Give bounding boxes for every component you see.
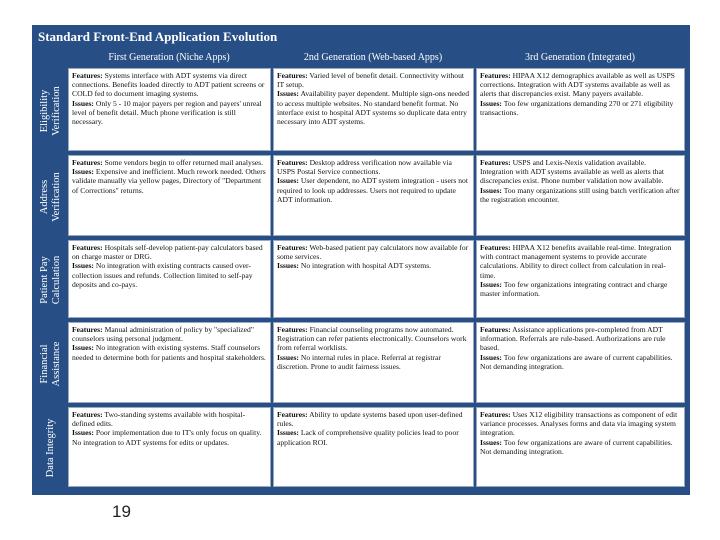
cell-address-verification-third-gen: [476, 155, 685, 236]
features-text: [480, 410, 681, 438]
issues-text: [277, 89, 470, 126]
cell-financial-assistance-first-gen: [68, 322, 271, 403]
features-text: [480, 243, 681, 280]
features-text: [72, 71, 267, 99]
features-value: Hospitals self-develop patient-pay calculators based on charge master or DRG.: [72, 243, 263, 262]
issues-label: Issues:: [72, 428, 94, 438]
row-label-text: Patient Pay Calculation: [39, 255, 62, 305]
issues-text: [480, 186, 681, 204]
issues-value: No integration with hospital ADT systems.: [300, 261, 432, 271]
features-label: Features:: [480, 410, 511, 419]
issues-value: No integration with existing systems. Staff counselors needed to determine both for patients and hospital stakeholders.: [72, 343, 266, 362]
issues-text: [72, 343, 267, 361]
cell-address-verification-second-gen: [273, 155, 474, 236]
features-text: [277, 243, 470, 261]
issues-text: [277, 353, 470, 371]
issues-value: Poor implementation due to IT's only focus on quality. No integration to ADT systems for edits or updates.: [72, 428, 262, 447]
cell-data-integrity-third-gen: [476, 407, 685, 487]
features-text: [480, 158, 681, 186]
features-label: Features:: [277, 243, 308, 252]
cell-data-integrity-second-gen: [273, 407, 474, 487]
features-value: Financial counseling programs now automated. Registration can refer patients electronically. Counselors work from referral worklists.: [277, 325, 467, 353]
issues-label: Issues:: [277, 261, 299, 271]
row-label-patient-pay-calculation: [36, 240, 66, 320]
issues-label: Issues:: [277, 176, 299, 186]
features-label: Features:: [72, 410, 103, 419]
features-label: Features:: [72, 158, 103, 167]
features-text: [277, 158, 470, 176]
page-number: 19: [112, 502, 131, 521]
row-label-text: Address Verification: [39, 171, 62, 222]
features-value: Desktop address verification now available via USPS Postal Service connections.: [277, 158, 452, 177]
cell-data-integrity-first-gen: [68, 407, 271, 487]
features-label: Features:: [277, 410, 308, 419]
features-value: USPS and Lexis-Nexis validation available. Integration with ADT systems available as well as alerts that discrepancies exist. Phone number validation now available.: [480, 158, 664, 186]
issues-label: Issues:: [72, 343, 94, 353]
cell-financial-assistance-third-gen: [476, 322, 685, 403]
row-label-text: Eligibility Verification: [39, 85, 62, 136]
features-text: [480, 71, 681, 99]
issues-label: Issues:: [480, 185, 502, 195]
features-text: [277, 410, 470, 428]
issues-label: Issues:: [72, 167, 94, 177]
features-label: Features:: [480, 158, 511, 167]
issues-value: Expensive and inefficient. Much rework needed. Others validate manually via yellow pages, Directory of "Department of Corrections" returns.: [72, 167, 266, 195]
features-text: [72, 325, 267, 343]
issues-value: User dependent, no ADT system integration - users not required to look up addresses. Users not required to update ADT information.: [277, 176, 468, 204]
features-value: Systems interface with ADT systems via direct connections. Benefits loaded directly to ADT patient screens or COLD fed to document imaging systems.: [72, 71, 265, 99]
features-value: Ability to update systems based upon user-defined rules.: [277, 410, 463, 429]
cell-patient-pay-calculation-third-gen: [476, 240, 685, 318]
issues-label: Issues:: [480, 279, 502, 289]
issues-label: Issues:: [480, 98, 502, 108]
column-header-third-generation: 3rd Generation (Integrated): [525, 52, 635, 63]
features-value: Two-standing systems available with hospital-defined edits.: [72, 410, 246, 429]
issues-value: Too few organizations are aware of current capabilities. Not demanding integration.: [480, 437, 673, 456]
issues-value: Too many organizations still using batch verification after the registration encounter.: [480, 185, 680, 204]
issues-label: Issues:: [277, 428, 299, 438]
issues-label: Issues:: [277, 352, 299, 362]
issues-value: Too few organizations demanding 270 or 271 eligibility transactions.: [480, 98, 674, 117]
features-label: Features:: [72, 243, 103, 252]
row-label-financial-assistance: [36, 322, 66, 405]
features-label: Features:: [480, 325, 511, 334]
features-value: HIPAA X12 demographics available as well as USPS corrections. Integration with ADT systems available as well as alerts that discrepancies exist. Many payers available.: [480, 71, 675, 99]
issues-text: [277, 428, 470, 446]
column-header-second-generation: 2nd Generation (Web-based Apps): [303, 52, 443, 63]
features-label: Features:: [480, 243, 511, 252]
features-label: Features:: [72, 71, 103, 80]
row-label-eligibility-verification: [36, 68, 66, 153]
issues-text: [72, 99, 267, 127]
cell-eligibility-verification-second-gen: [273, 68, 474, 151]
features-value: Web-based patient pay calculators now available for some services.: [277, 243, 469, 262]
row-label-address-verification: [36, 155, 66, 238]
cell-patient-pay-calculation-first-gen: [68, 240, 271, 318]
cell-patient-pay-calculation-second-gen: [273, 240, 474, 318]
issues-text: [72, 167, 267, 195]
issues-value: Availability payer dependent. Multiple sign-ons needed to access multiple websites. No standard benefit format. No interface exist to hospital ADT systems so duplicate data entry necessary into ADT systems.: [277, 89, 470, 127]
features-text: [277, 71, 470, 89]
features-label: Features:: [480, 71, 511, 80]
features-value: Uses X12 eligibility transactions as component of edit variance processes. Analyses forms and data via imaging system integration.: [480, 410, 678, 438]
features-label: Features:: [72, 325, 103, 334]
column-header-first-generation: First Generation (Niche Apps): [108, 52, 230, 63]
issues-label: Issues:: [480, 352, 502, 362]
features-value: Some vendors begin to offer returned mail analyses.: [104, 158, 264, 167]
features-label: Features:: [277, 158, 308, 167]
issues-text: [480, 438, 681, 456]
issues-value: Too few organizations integrating contract and charge master information.: [480, 279, 668, 299]
cell-eligibility-verification-first-gen: [68, 68, 271, 151]
table-title: Standard Front-End Application Evolution: [38, 29, 278, 44]
issues-value: Lack of comprehensive quality policies lead to poor application ROI.: [277, 428, 459, 447]
features-value: Assistance applications pre-completed from ADT information. Referrals are rule-based. Authorizations are rule based.: [480, 325, 666, 353]
cell-eligibility-verification-third-gen: [476, 68, 685, 151]
features-text: [72, 410, 267, 428]
cell-address-verification-first-gen: [68, 155, 271, 236]
features-label: Features:: [277, 71, 308, 80]
issues-text: [277, 176, 470, 204]
issues-text: [480, 99, 681, 117]
features-value: HIPAA X12 benefits available real-time. Integration with contract management systems to provide accurate calculations. Ability to direct collect from calculation in real-time.: [480, 243, 672, 280]
issues-text: [480, 353, 681, 371]
issues-value: Too few organizations are aware of current capabilities. Not demanding integration.: [480, 352, 673, 371]
issues-text: [480, 280, 681, 298]
issues-value: Only 5 - 10 major payers per region and payers' unreal level of benefit detail. Much phone verification is still necessary.: [72, 98, 262, 127]
row-label-text: Data Integrity: [45, 418, 56, 478]
issues-text: [72, 261, 267, 289]
issues-value: No internal rules in place. Referral at registrar discretion. Prone to audit fairness issues.: [277, 352, 441, 371]
issues-text: [277, 261, 470, 270]
issues-label: Issues:: [72, 98, 94, 108]
features-text: [277, 325, 470, 353]
features-label: Features:: [277, 325, 308, 334]
features-text: [480, 325, 681, 353]
row-label-text: Financial Assistance: [39, 341, 62, 386]
issues-text: [72, 428, 267, 446]
features-value: Manual administration of policy by "specialized" counselors using personal judgment.: [72, 325, 254, 344]
features-value: Varied level of benefit detail. Connectivity without IT setup.: [277, 71, 464, 90]
issues-label: Issues:: [480, 437, 502, 447]
features-text: [72, 158, 267, 167]
row-label-data-integrity: [36, 407, 66, 489]
issues-label: Issues:: [277, 89, 299, 99]
issues-value: No integration with existing contracts caused over-collection issues and refunds. Collection limited to self-pay deposits and co-pays.: [72, 261, 253, 289]
issues-label: Issues:: [72, 261, 94, 271]
cell-financial-assistance-second-gen: [273, 322, 474, 403]
features-text: [72, 243, 267, 261]
